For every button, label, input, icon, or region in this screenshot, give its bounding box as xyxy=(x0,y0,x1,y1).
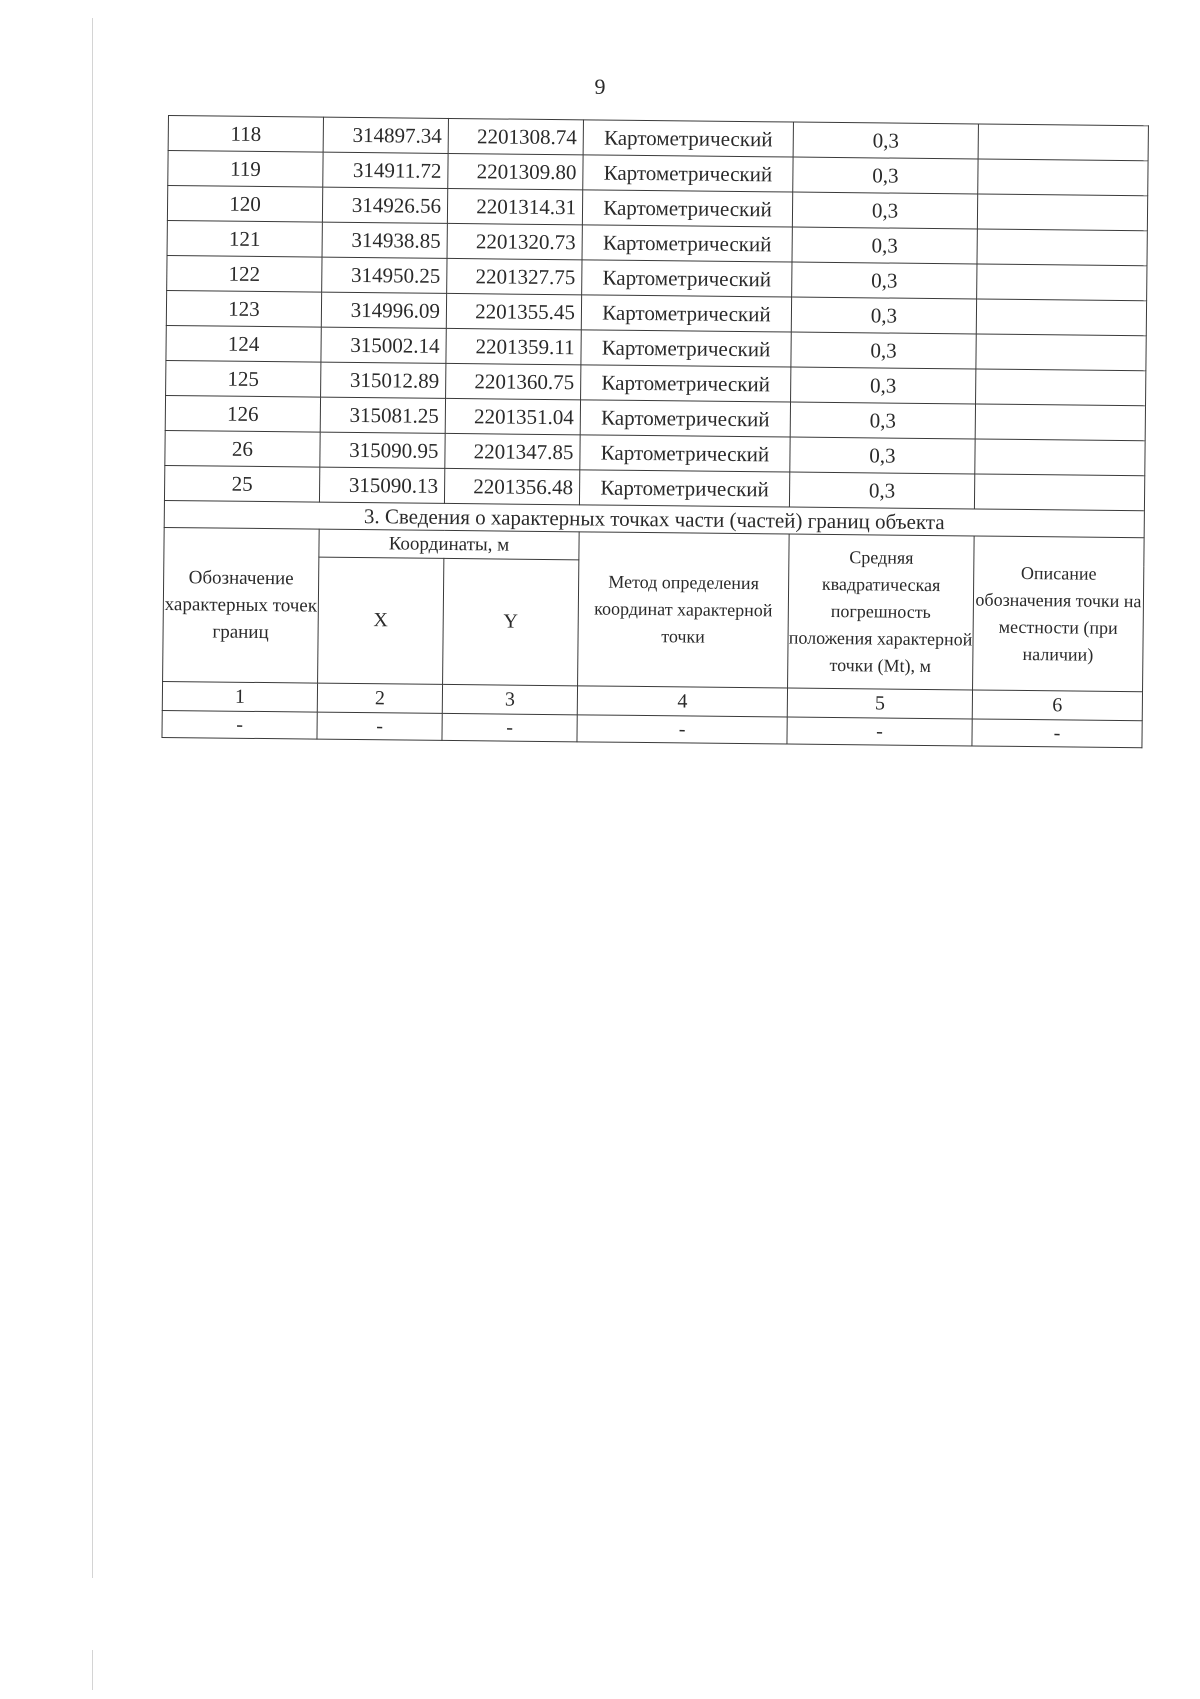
header-description: Описание обозначения точки на местности (при наличии) xyxy=(973,536,1145,692)
description-cell xyxy=(977,194,1147,231)
method-cell: Картометрический xyxy=(581,365,791,402)
description-cell xyxy=(976,369,1146,406)
point-cell: 124 xyxy=(166,325,321,362)
header-y: Y xyxy=(443,558,579,685)
description-cell xyxy=(978,124,1148,161)
description-cell xyxy=(978,159,1148,196)
point-cell: 26 xyxy=(165,430,320,467)
header-accuracy: Средняя квадратическая погрешность положения характерной точки (Mt), м xyxy=(788,534,975,690)
x-cell: 314938.85 xyxy=(322,222,447,258)
y-cell: 2201351.04 xyxy=(445,398,580,434)
description-cell xyxy=(976,299,1146,336)
accuracy-cell: 0,3 xyxy=(790,402,975,439)
method-cell: Картометрический xyxy=(581,330,791,367)
description-cell xyxy=(975,404,1145,441)
accuracy-cell: 0,3 xyxy=(791,297,976,334)
y-cell: 2201355.45 xyxy=(446,293,581,329)
column-number: 3 xyxy=(442,684,577,714)
page-number: 9 xyxy=(594,74,606,99)
x-cell: 315090.95 xyxy=(320,432,445,468)
x-cell: 315012.89 xyxy=(321,362,446,398)
accuracy-cell: 0,3 xyxy=(792,192,977,229)
point-cell: 119 xyxy=(168,151,323,188)
point-cell: 123 xyxy=(166,290,321,327)
y-cell: 2201356.48 xyxy=(444,468,579,504)
empty-cell: - xyxy=(317,712,442,740)
point-cell: 122 xyxy=(167,255,322,292)
y-cell: 2201359.11 xyxy=(446,328,581,364)
method-cell: Картометрический xyxy=(580,435,790,472)
x-cell: 314926.56 xyxy=(322,187,447,223)
empty-cell: - xyxy=(162,710,317,739)
empty-cell: - xyxy=(787,717,972,746)
page-margin-line-tail xyxy=(92,1650,93,1690)
point-cell: 118 xyxy=(168,116,323,153)
accuracy-cell: 0,3 xyxy=(793,157,978,194)
empty-cell: - xyxy=(577,715,787,744)
point-cell: 121 xyxy=(167,220,322,257)
method-cell: Картометрический xyxy=(582,260,792,297)
method-cell: Картометрический xyxy=(583,155,793,192)
header-designation: Обозначение характерных точек границ xyxy=(163,527,320,683)
method-cell: Картометрический xyxy=(582,225,792,262)
point-cell: 125 xyxy=(166,360,321,397)
method-cell: Картометрический xyxy=(580,400,790,437)
boundary-points-table xyxy=(161,115,1148,748)
method-cell: Картометрический xyxy=(579,470,789,507)
method-cell: Картометрический xyxy=(581,295,791,332)
point-cell: 126 xyxy=(165,395,320,432)
x-cell: 315090.13 xyxy=(319,467,444,503)
y-cell: 2201347.85 xyxy=(445,433,580,469)
empty-cell: - xyxy=(972,719,1142,748)
y-cell: 2201360.75 xyxy=(446,363,581,399)
column-number: 1 xyxy=(162,681,317,712)
accuracy-cell: 0,3 xyxy=(791,332,976,369)
x-cell: 314996.09 xyxy=(321,292,446,328)
description-cell xyxy=(977,229,1147,266)
y-cell: 2201320.73 xyxy=(447,223,582,259)
header-x: X xyxy=(318,557,444,684)
page-margin-line xyxy=(92,18,93,1578)
accuracy-cell: 0,3 xyxy=(791,367,976,404)
header-method: Метод определения координат характерной точки xyxy=(578,532,790,688)
method-cell: Картометрический xyxy=(583,120,793,157)
column-number: 5 xyxy=(787,688,972,719)
section-3 xyxy=(162,500,1144,747)
point-cell: 25 xyxy=(164,465,319,502)
method-cell: Картометрический xyxy=(582,190,792,227)
accuracy-cell: 0,3 xyxy=(789,472,974,509)
coordinate-rows xyxy=(164,116,1148,511)
description-cell xyxy=(976,334,1146,371)
point-cell: 120 xyxy=(167,186,322,223)
x-cell: 314950.25 xyxy=(322,257,447,293)
description-cell xyxy=(974,474,1144,511)
x-cell: 314897.34 xyxy=(323,117,448,153)
x-cell: 315002.14 xyxy=(321,327,446,363)
accuracy-cell: 0,3 xyxy=(792,227,977,264)
x-cell: 314911.72 xyxy=(323,152,448,188)
y-cell: 2201309.80 xyxy=(448,153,583,189)
section-title: 3. Сведения о характерных точках части (частей) границ объекта xyxy=(164,500,1144,537)
header-coordinates: Координаты, м xyxy=(319,529,579,560)
accuracy-cell: 0,3 xyxy=(792,262,977,299)
empty-cell: - xyxy=(442,713,577,741)
y-cell: 2201314.31 xyxy=(447,188,582,224)
column-number: 2 xyxy=(317,683,442,713)
y-cell: 2201327.75 xyxy=(447,258,582,294)
description-cell xyxy=(977,264,1147,301)
y-cell: 2201308.74 xyxy=(448,118,583,154)
x-cell: 315081.25 xyxy=(320,397,445,433)
accuracy-cell: 0,3 xyxy=(790,437,975,474)
accuracy-cell: 0,3 xyxy=(793,122,978,159)
column-number: 4 xyxy=(577,686,787,717)
description-cell xyxy=(975,439,1145,476)
column-number: 6 xyxy=(972,690,1142,721)
document-sheet xyxy=(161,115,1147,748)
